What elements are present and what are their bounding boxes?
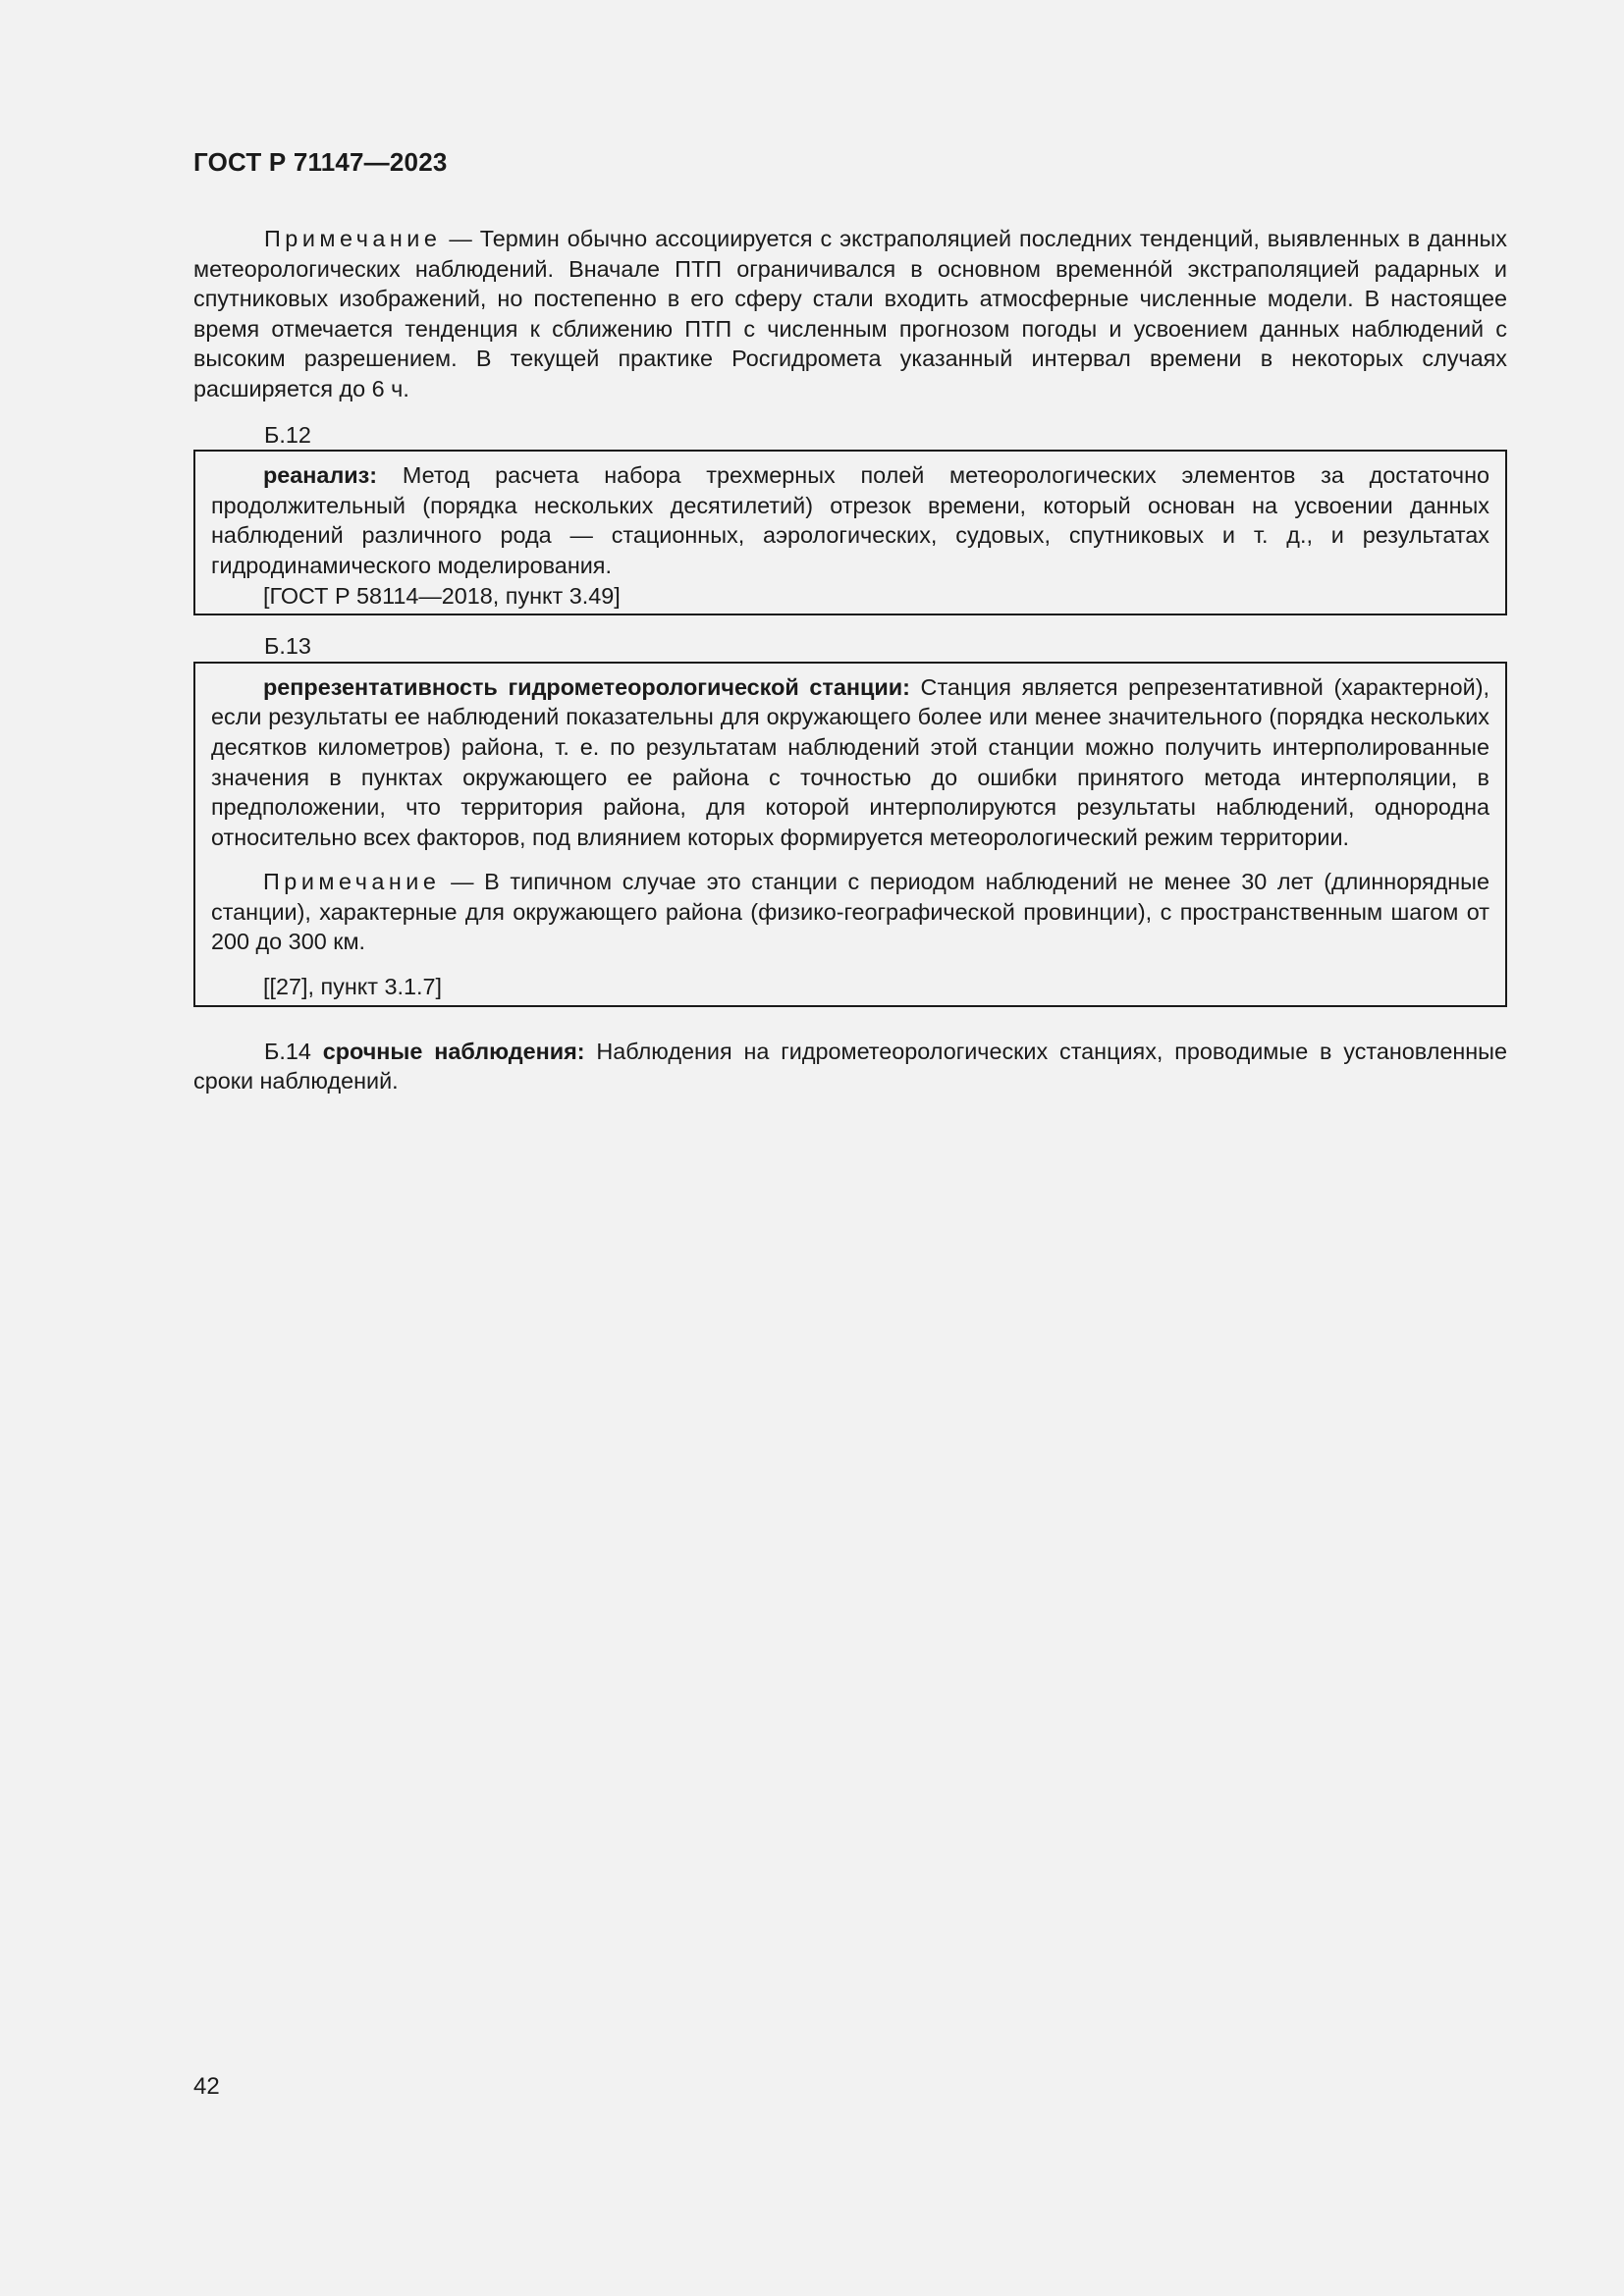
- term-source-b12: [ГОСТ Р 58114—2018, пункт 3.49]: [263, 582, 621, 609]
- term-number-b12: Б.12: [264, 421, 311, 448]
- page-number: 42: [193, 2073, 220, 2100]
- note-label: Примечание: [264, 226, 442, 251]
- term-definition-b12: [211, 460, 1489, 580]
- note-paragraph: [193, 224, 1507, 404]
- term-source-b13: [[27], пункт 3.1.7]: [263, 974, 443, 1000]
- term-definition-b13: [211, 672, 1489, 853]
- term-b14: [193, 1037, 1507, 1096]
- term-name-b13: репрезентативность гидрометеорологической станции:: [263, 673, 910, 700]
- term-text-b12: Метод расчета набора трехмерных полей метеорологических элементов за достаточно продолжительный (порядка нескольких десятилетий) отрезок времени, который основан на усвоении данных наблюдений различного рода — стационных, аэрологических, судовых, спутниковых и т. д., и результатах гидродинамического моделирования.: [211, 462, 1489, 578]
- term-note-b13: [211, 867, 1489, 957]
- note-text: — Термин обычно ассоциируется с экстраполяцией последних тенденций, выявленных в данных метеорологических наблюдений. Вначале ПТП ограничивался в основном временно́й экстраполяцией радарных и спутниковых изображений, но постепенно в его сферу стали входить атмосферные численные модели. В настоящее время отмечается тенденция к сближению ПТП с численным прогнозом погоды и усвоением данных наблюдений с высоким разрешением. В текущей практике Росгидромета указанный интервал времени в некоторых случаях расширяется до 6 ч.: [193, 226, 1507, 401]
- term-name-b14: срочные наблюдения:: [322, 1038, 585, 1064]
- term-text-b14: Наблюдения на гидрометеорологических станциях, проводимые в установленные сроки наблюдений.: [193, 1038, 1508, 1095]
- term-number-b13: Б.13: [264, 633, 311, 660]
- term-box-b13: [193, 662, 1507, 1007]
- term-name-b12: реанализ:: [263, 462, 378, 489]
- term-text-b13: Станция является репрезентативной (характерной), если результаты ее наблюдений показательны для окружающего более или менее значительного (порядка нескольких десятков километров) района, т. е. по результатам наблюдений этой станции можно получить интерполированные значения в пунктах окружающего ее района с точностью до ошибки принятого метода интерполяции, в предположении, что территория района, для которой интерполируются результаты наблюдений, однородна относительно всех факторов, под влиянием которых формируется метеорологический режим территории.: [211, 673, 1489, 850]
- term-note-text-b13: — В типичном случае это станции с периодом наблюдений не менее 30 лет (длиннорядные станции), характерные для окружающего района (физико-географической провинции), с пространственным шагом от 200 до 300 км.: [211, 869, 1489, 955]
- term-number-b14: Б.14: [264, 1038, 311, 1064]
- term-note-label-b13: Примечание: [263, 869, 441, 895]
- document-code: ГОСТ Р 71147—2023: [193, 147, 448, 177]
- term-box-b12: [193, 450, 1507, 615]
- page-content: [193, 224, 1507, 1096]
